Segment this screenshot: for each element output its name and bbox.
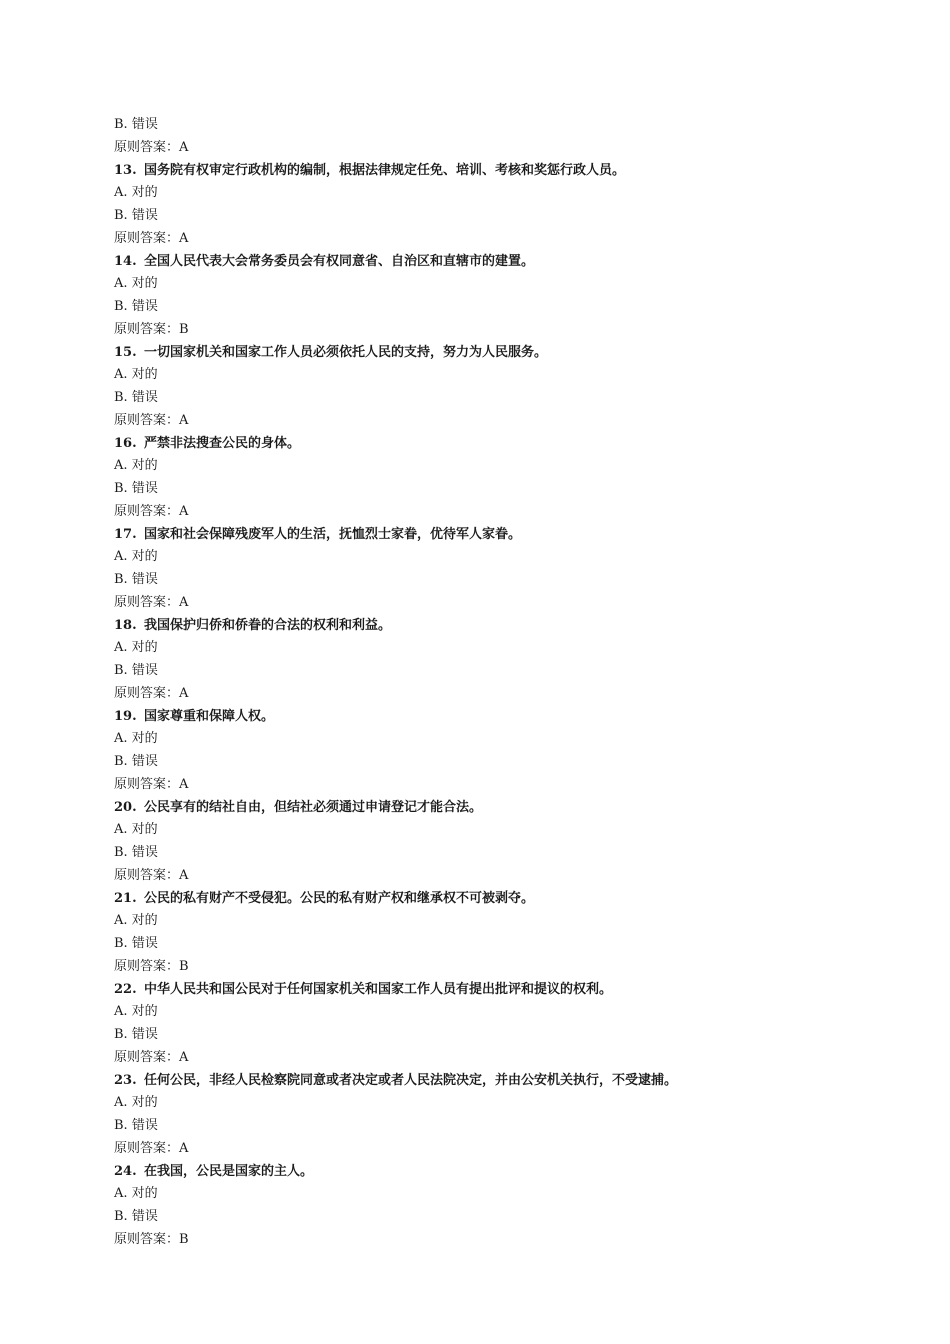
option-b: B. 错误 (114, 845, 158, 860)
question-text-line (114, 797, 874, 820)
question-list (114, 160, 874, 1252)
option-b: B. 错误 (114, 754, 158, 769)
option-a: A. 对的 (114, 1186, 158, 1202)
option-b: B. 错误 (114, 299, 158, 314)
question-block (114, 1161, 874, 1252)
question-block (114, 251, 874, 342)
question-text-line (114, 160, 874, 183)
option-a: A. 对的 (114, 458, 158, 474)
option-a: A. 对的 (114, 185, 158, 201)
question-text: 严禁非法搜查公民的身体。 (144, 435, 301, 451)
question-block (114, 1070, 874, 1161)
option-a: A. 对的 (114, 549, 158, 565)
question-number: 13. (114, 162, 137, 178)
question-block (114, 888, 874, 979)
question-number: 23. (114, 1072, 137, 1088)
option-b: B. 错误 (114, 1027, 158, 1042)
question-number: 18. (114, 617, 137, 633)
question-text-line (114, 251, 874, 274)
answer-line: 原则答案：A (114, 230, 189, 246)
answer-line: 原则答案：A (114, 1049, 189, 1065)
answer-line: 原则答案：A (114, 685, 189, 701)
question-block (114, 160, 874, 251)
question-block (114, 433, 874, 524)
question-text: 国务院有权审定行政机构的编制，根据法律规定任免、培训、考核和奖惩行政人员。 (144, 162, 626, 178)
option-a: A. 对的 (114, 822, 158, 838)
question-number: 19. (114, 708, 137, 724)
question-text: 国家和社会保障残废军人的生活，抚恤烈士家眷，优待军人家眷。 (144, 526, 522, 542)
question-text: 中华人民共和国公民对于任何国家机关和国家工作人员有提出批评和提议的权利。 (144, 981, 613, 997)
question-number: 20. (114, 799, 137, 815)
answer-line: 原则答案：A (114, 867, 189, 883)
option-a: A. 对的 (114, 913, 158, 929)
question-number: 15. (114, 344, 137, 360)
option-a: A. 对的 (114, 1095, 158, 1111)
question-block (114, 797, 874, 888)
question-number: 14. (114, 253, 137, 269)
question-text-line (114, 706, 874, 729)
question-text-line (114, 433, 874, 456)
answer-line: 原则答案：B (114, 958, 189, 974)
question-text-line (114, 342, 874, 365)
option-a: A. 对的 (114, 1004, 158, 1020)
question-number: 24. (114, 1163, 137, 1179)
question-text: 我国保护归侨和侨眷的合法的权利和利益。 (144, 617, 392, 633)
question-number: 17. (114, 526, 137, 542)
answer-line: 原则答案：A (114, 594, 189, 610)
question-text-line (114, 1161, 874, 1184)
question-text: 任何公民，非经人民检察院同意或者决定或者人民法院决定，并由公安机关执行，不受逮捕。 (144, 1072, 678, 1088)
option-a: A. 对的 (114, 640, 158, 656)
answer-line: 原则答案：A (114, 503, 189, 519)
question-text: 一切国家机关和国家工作人员必须依托人民的支持，努力为人民服务。 (144, 344, 548, 360)
answer-line: 原则答案：B (114, 1231, 189, 1247)
question-text: 全国人民代表大会常务委员会有权同意省、自治区和直辖市的建置。 (144, 253, 535, 269)
question-text-line (114, 524, 874, 547)
question-block (114, 524, 874, 615)
question-text-line (114, 888, 874, 911)
option-b: B. 错误 (114, 1209, 158, 1224)
question-block (114, 706, 874, 797)
question-text: 国家尊重和保障人权。 (144, 708, 275, 724)
option-b: B. 错误 (114, 117, 158, 132)
answer-line: 原则答案：B (114, 321, 189, 337)
question-number: 21. (114, 890, 137, 906)
answer-line: 原则答案：A (114, 412, 189, 428)
option-b: B. 错误 (114, 572, 158, 587)
option-a: A. 对的 (114, 367, 158, 383)
answer-line: 原则答案：A (114, 776, 189, 792)
question-number: 16. (114, 435, 137, 451)
option-b: B. 错误 (114, 208, 158, 223)
question-text-line (114, 1070, 874, 1093)
option-b: B. 错误 (114, 936, 158, 951)
question-block (114, 615, 874, 706)
option-b: B. 错误 (114, 1118, 158, 1133)
option-b: B. 错误 (114, 663, 158, 678)
answer-line: 原则答案：A (114, 139, 189, 155)
question-number: 22. (114, 981, 137, 997)
option-b: B. 错误 (114, 481, 158, 496)
option-a: A. 对的 (114, 276, 158, 292)
question-text-line (114, 615, 874, 638)
answer-line: 原则答案：A (114, 1140, 189, 1156)
question-block (114, 979, 874, 1070)
question-text: 在我国，公民是国家的主人。 (144, 1163, 314, 1179)
document-page (114, 114, 874, 1252)
question-block (114, 342, 874, 433)
question-text: 公民享有的结社自由，但结社必须通过申请登记才能合法。 (144, 799, 483, 815)
option-a: A. 对的 (114, 731, 158, 747)
question-text: 公民的私有财产不受侵犯。公民的私有财产权和继承权不可被剥夺。 (144, 890, 535, 906)
question-text-line (114, 979, 874, 1002)
option-b: B. 错误 (114, 390, 158, 405)
